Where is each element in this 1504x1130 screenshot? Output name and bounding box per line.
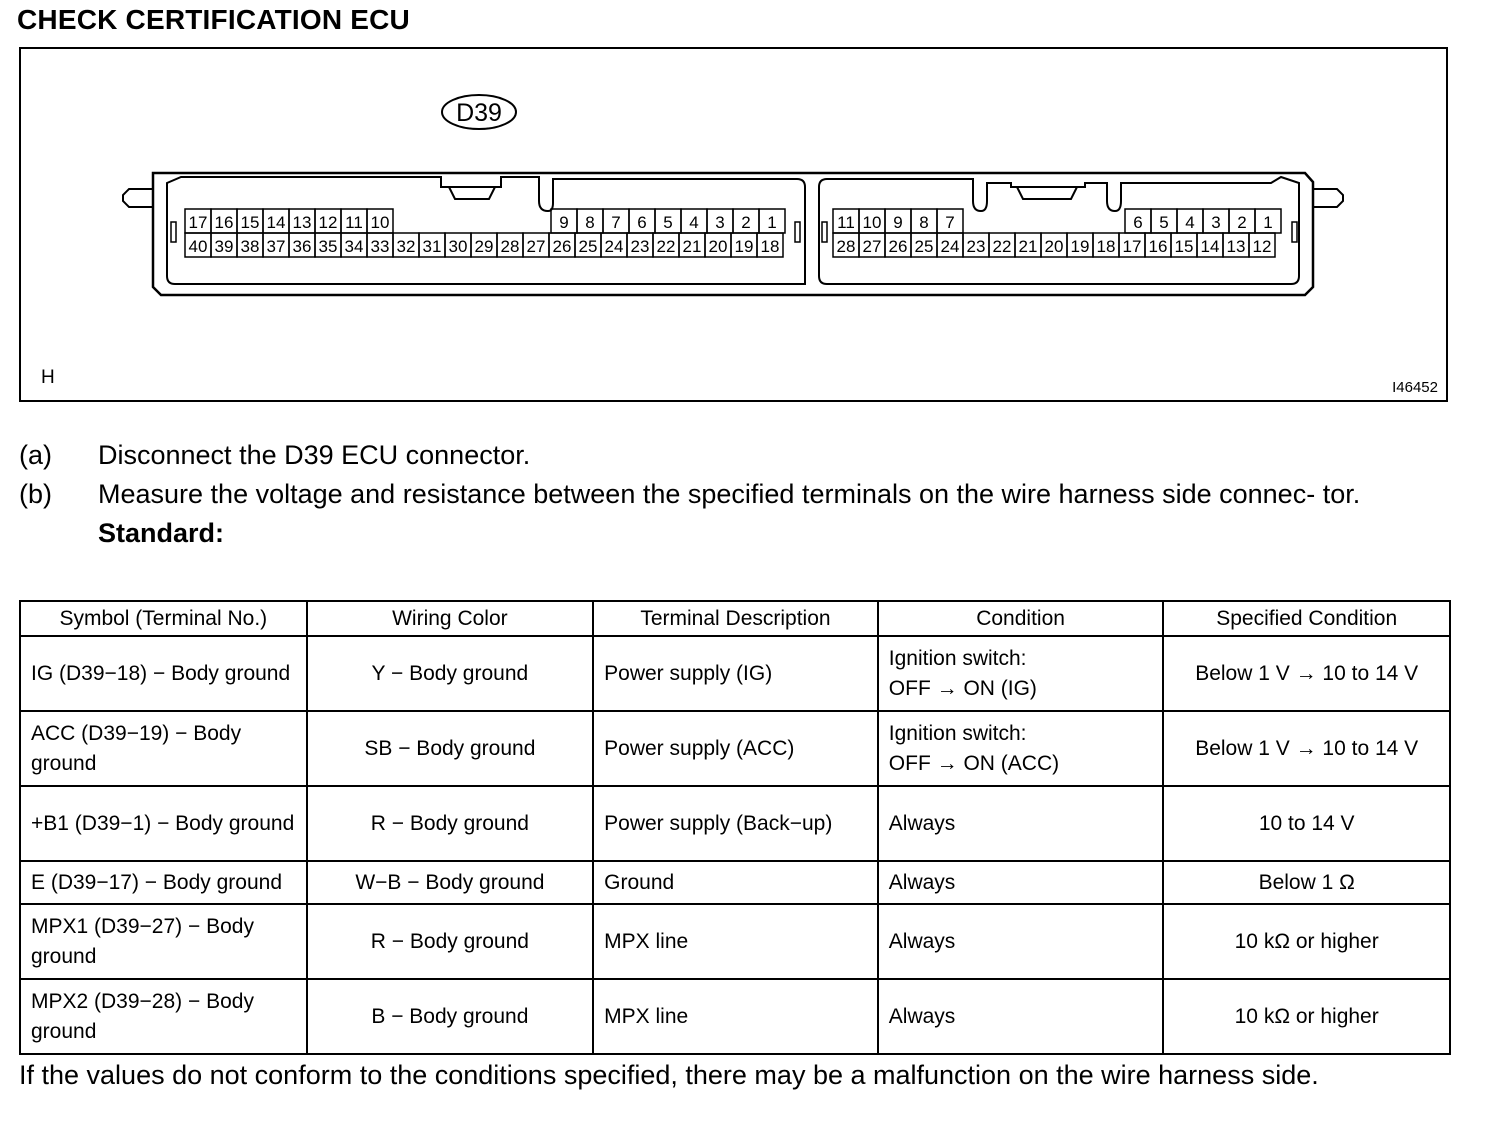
cell-description: Ground [593, 861, 878, 904]
pin-number: 28 [836, 237, 856, 256]
pin-number: 8 [919, 213, 929, 232]
pin-number: 5 [663, 213, 673, 232]
page-title: CHECK CERTIFICATION ECU [17, 4, 410, 35]
pin-number: 10 [862, 213, 882, 232]
cell-condition: Always [878, 904, 1164, 979]
instruction-steps [19, 436, 1453, 553]
pin-number: 21 [1018, 237, 1038, 256]
pin-number: 6 [637, 213, 647, 232]
pin-number: 19 [734, 237, 754, 256]
pin-number: 9 [559, 213, 569, 232]
cell-specified: Below 1 V → 10 to 14 V [1163, 636, 1450, 711]
cell-color: R − Body ground [307, 904, 594, 979]
col-header-description: Terminal Description [593, 601, 878, 636]
pin-number: 12 [318, 213, 338, 232]
cell-color: SB − Body ground [307, 711, 594, 786]
table-row [20, 979, 1450, 1054]
table-row [20, 861, 1450, 904]
pin-number: 18 [1096, 237, 1116, 256]
pin-number: 28 [500, 237, 520, 256]
connector-diagram [21, 49, 1447, 401]
pin-number: 23 [630, 237, 650, 256]
pin-number: 11 [345, 213, 363, 232]
pin-number: 4 [689, 213, 699, 232]
col-header-specified: Specified Condition [1163, 601, 1450, 636]
pin-number: 12 [1252, 237, 1272, 256]
cell-color: Y − Body ground [307, 636, 594, 711]
left-mount-tab [123, 189, 153, 207]
pin-number: 15 [1174, 237, 1194, 256]
pin-number: 37 [266, 237, 286, 256]
cell-description: MPX line [593, 904, 878, 979]
cell-condition: Always [878, 861, 1164, 904]
step-b [19, 475, 1453, 514]
pin-number: 26 [552, 237, 572, 256]
left-key-left [171, 222, 176, 242]
right-mount-tab [1313, 189, 1343, 207]
pin-number: 9 [893, 213, 903, 232]
pin-number: 7 [611, 213, 621, 232]
pin-number: 22 [656, 237, 676, 256]
pin-number: 36 [292, 237, 312, 256]
pin-number: 32 [396, 237, 416, 256]
cell-condition [878, 711, 1164, 786]
pin-number: 7 [945, 213, 955, 232]
pin-number: 13 [292, 213, 312, 232]
condition-line: OFF → ON (IG) [888, 676, 1037, 700]
pin-number: 34 [344, 237, 364, 256]
cell-specified: 10 kΩ or higher [1163, 904, 1450, 979]
connector-figure [19, 47, 1448, 402]
pin-number: 31 [422, 237, 442, 256]
cell-specified: Below 1 Ω [1163, 861, 1450, 904]
right-housing [819, 177, 1299, 284]
table-row [20, 636, 1450, 711]
cell-color: W−B − Body ground [307, 861, 594, 904]
step-label: (a) [19, 440, 52, 470]
pin-number: 5 [1159, 213, 1169, 232]
connector-id-label: D39 [456, 99, 502, 127]
pin-number: 24 [940, 237, 960, 256]
pin-number: 39 [214, 237, 234, 256]
cell-description: Power supply (ACC) [593, 711, 878, 786]
cell-symbol: +B1 (D39−1) − Body ground [20, 786, 307, 861]
step-label: (b) [19, 479, 52, 509]
step-a [19, 436, 1453, 475]
pin-number: 4 [1185, 213, 1195, 232]
cell-description: Power supply (Back−up) [593, 786, 878, 861]
cell-specified: 10 to 14 V [1163, 786, 1450, 861]
pin-number: 19 [1070, 237, 1090, 256]
pin-number: 17 [188, 213, 208, 232]
spec-table [19, 600, 1451, 1055]
pin-number: 18 [760, 237, 780, 256]
pin-number: 8 [585, 213, 595, 232]
pin-number: 25 [578, 237, 598, 256]
cell-condition [878, 636, 1164, 711]
pin-number: 22 [992, 237, 1012, 256]
standard-label: Standard: [98, 518, 225, 548]
cell-symbol: E (D39−17) − Body ground [20, 861, 307, 904]
figure-corner-letter: H [41, 367, 55, 388]
condition-line: OFF → ON (ACC) [888, 751, 1060, 775]
pin-number: 20 [1044, 237, 1064, 256]
right-latch [1017, 187, 1077, 199]
pin-number: 6 [1133, 213, 1143, 232]
col-header-condition: Condition [878, 601, 1164, 636]
col-header-color: Wiring Color [307, 601, 594, 636]
pin-number: 17 [1122, 237, 1142, 256]
table-header-row [20, 601, 1450, 636]
pin-number: 24 [604, 237, 624, 256]
cell-description: Power supply (IG) [593, 636, 878, 711]
cell-symbol: ACC (D39−19) − Body ground [20, 711, 307, 786]
connector-outline [153, 173, 1313, 295]
pin-number: 1 [767, 213, 777, 232]
pin-number: 21 [682, 237, 702, 256]
left-latch [449, 187, 495, 199]
pin-number: 14 [266, 213, 286, 232]
table-row [20, 786, 1450, 861]
pin-number: 14 [1200, 237, 1220, 256]
pin-number: 16 [1148, 237, 1168, 256]
cell-symbol: IG (D39−18) − Body ground [20, 636, 307, 711]
pin-number: 23 [966, 237, 986, 256]
pin-number: 15 [240, 213, 260, 232]
col-header-symbol: Symbol (Terminal No.) [20, 601, 307, 636]
condition-line: Ignition switch: [888, 646, 1027, 670]
pin-number: 35 [318, 237, 338, 256]
cell-specified: 10 kΩ or higher [1163, 979, 1450, 1054]
pin-number: 16 [214, 213, 234, 232]
pin-number: 40 [188, 237, 208, 256]
left-key-right [795, 222, 800, 242]
cell-symbol: MPX2 (D39−28) − Body ground [20, 979, 307, 1054]
cell-condition: Always [878, 786, 1164, 861]
figure-code: I46452 [1392, 379, 1438, 396]
footer-note: If the values do not conform to the conditions specified, there may be a malfunction on the wire harness side. [19, 1060, 1319, 1090]
right-key-right [1292, 222, 1297, 242]
condition-line: Ignition switch: [888, 721, 1027, 745]
pin-number: 1 [1263, 213, 1273, 232]
pin-number: 27 [526, 237, 546, 256]
pin-grid [185, 209, 1281, 257]
pin-number: 30 [448, 237, 468, 256]
pin-number: 3 [715, 213, 725, 232]
cell-symbol: MPX1 (D39−27) − Body ground [20, 904, 307, 979]
step-text: Measure the voltage and resistance between the specified terminals on the wire harness side connec- tor. [98, 479, 1361, 509]
cell-condition: Always [878, 979, 1164, 1054]
pin-number: 26 [888, 237, 908, 256]
table-row [20, 711, 1450, 786]
pin-number: 11 [837, 213, 855, 232]
cell-description: MPX line [593, 979, 878, 1054]
table-row [20, 904, 1450, 979]
pin-number: 2 [1237, 213, 1247, 232]
right-key-left [822, 222, 827, 242]
pin-number: 3 [1211, 213, 1221, 232]
pin-number: 10 [370, 213, 390, 232]
pin-number: 2 [741, 213, 751, 232]
cell-color: B − Body ground [307, 979, 594, 1054]
cell-specified: Below 1 V → 10 to 14 V [1163, 711, 1450, 786]
pin-number: 29 [474, 237, 494, 256]
cell-color: R − Body ground [307, 786, 594, 861]
pin-number: 25 [914, 237, 934, 256]
pin-number: 33 [370, 237, 390, 256]
step-text: Disconnect the D39 ECU connector. [98, 440, 531, 470]
pin-number: 20 [708, 237, 728, 256]
pin-number: 27 [862, 237, 882, 256]
pin-number: 13 [1226, 237, 1246, 256]
pin-number: 38 [240, 237, 260, 256]
